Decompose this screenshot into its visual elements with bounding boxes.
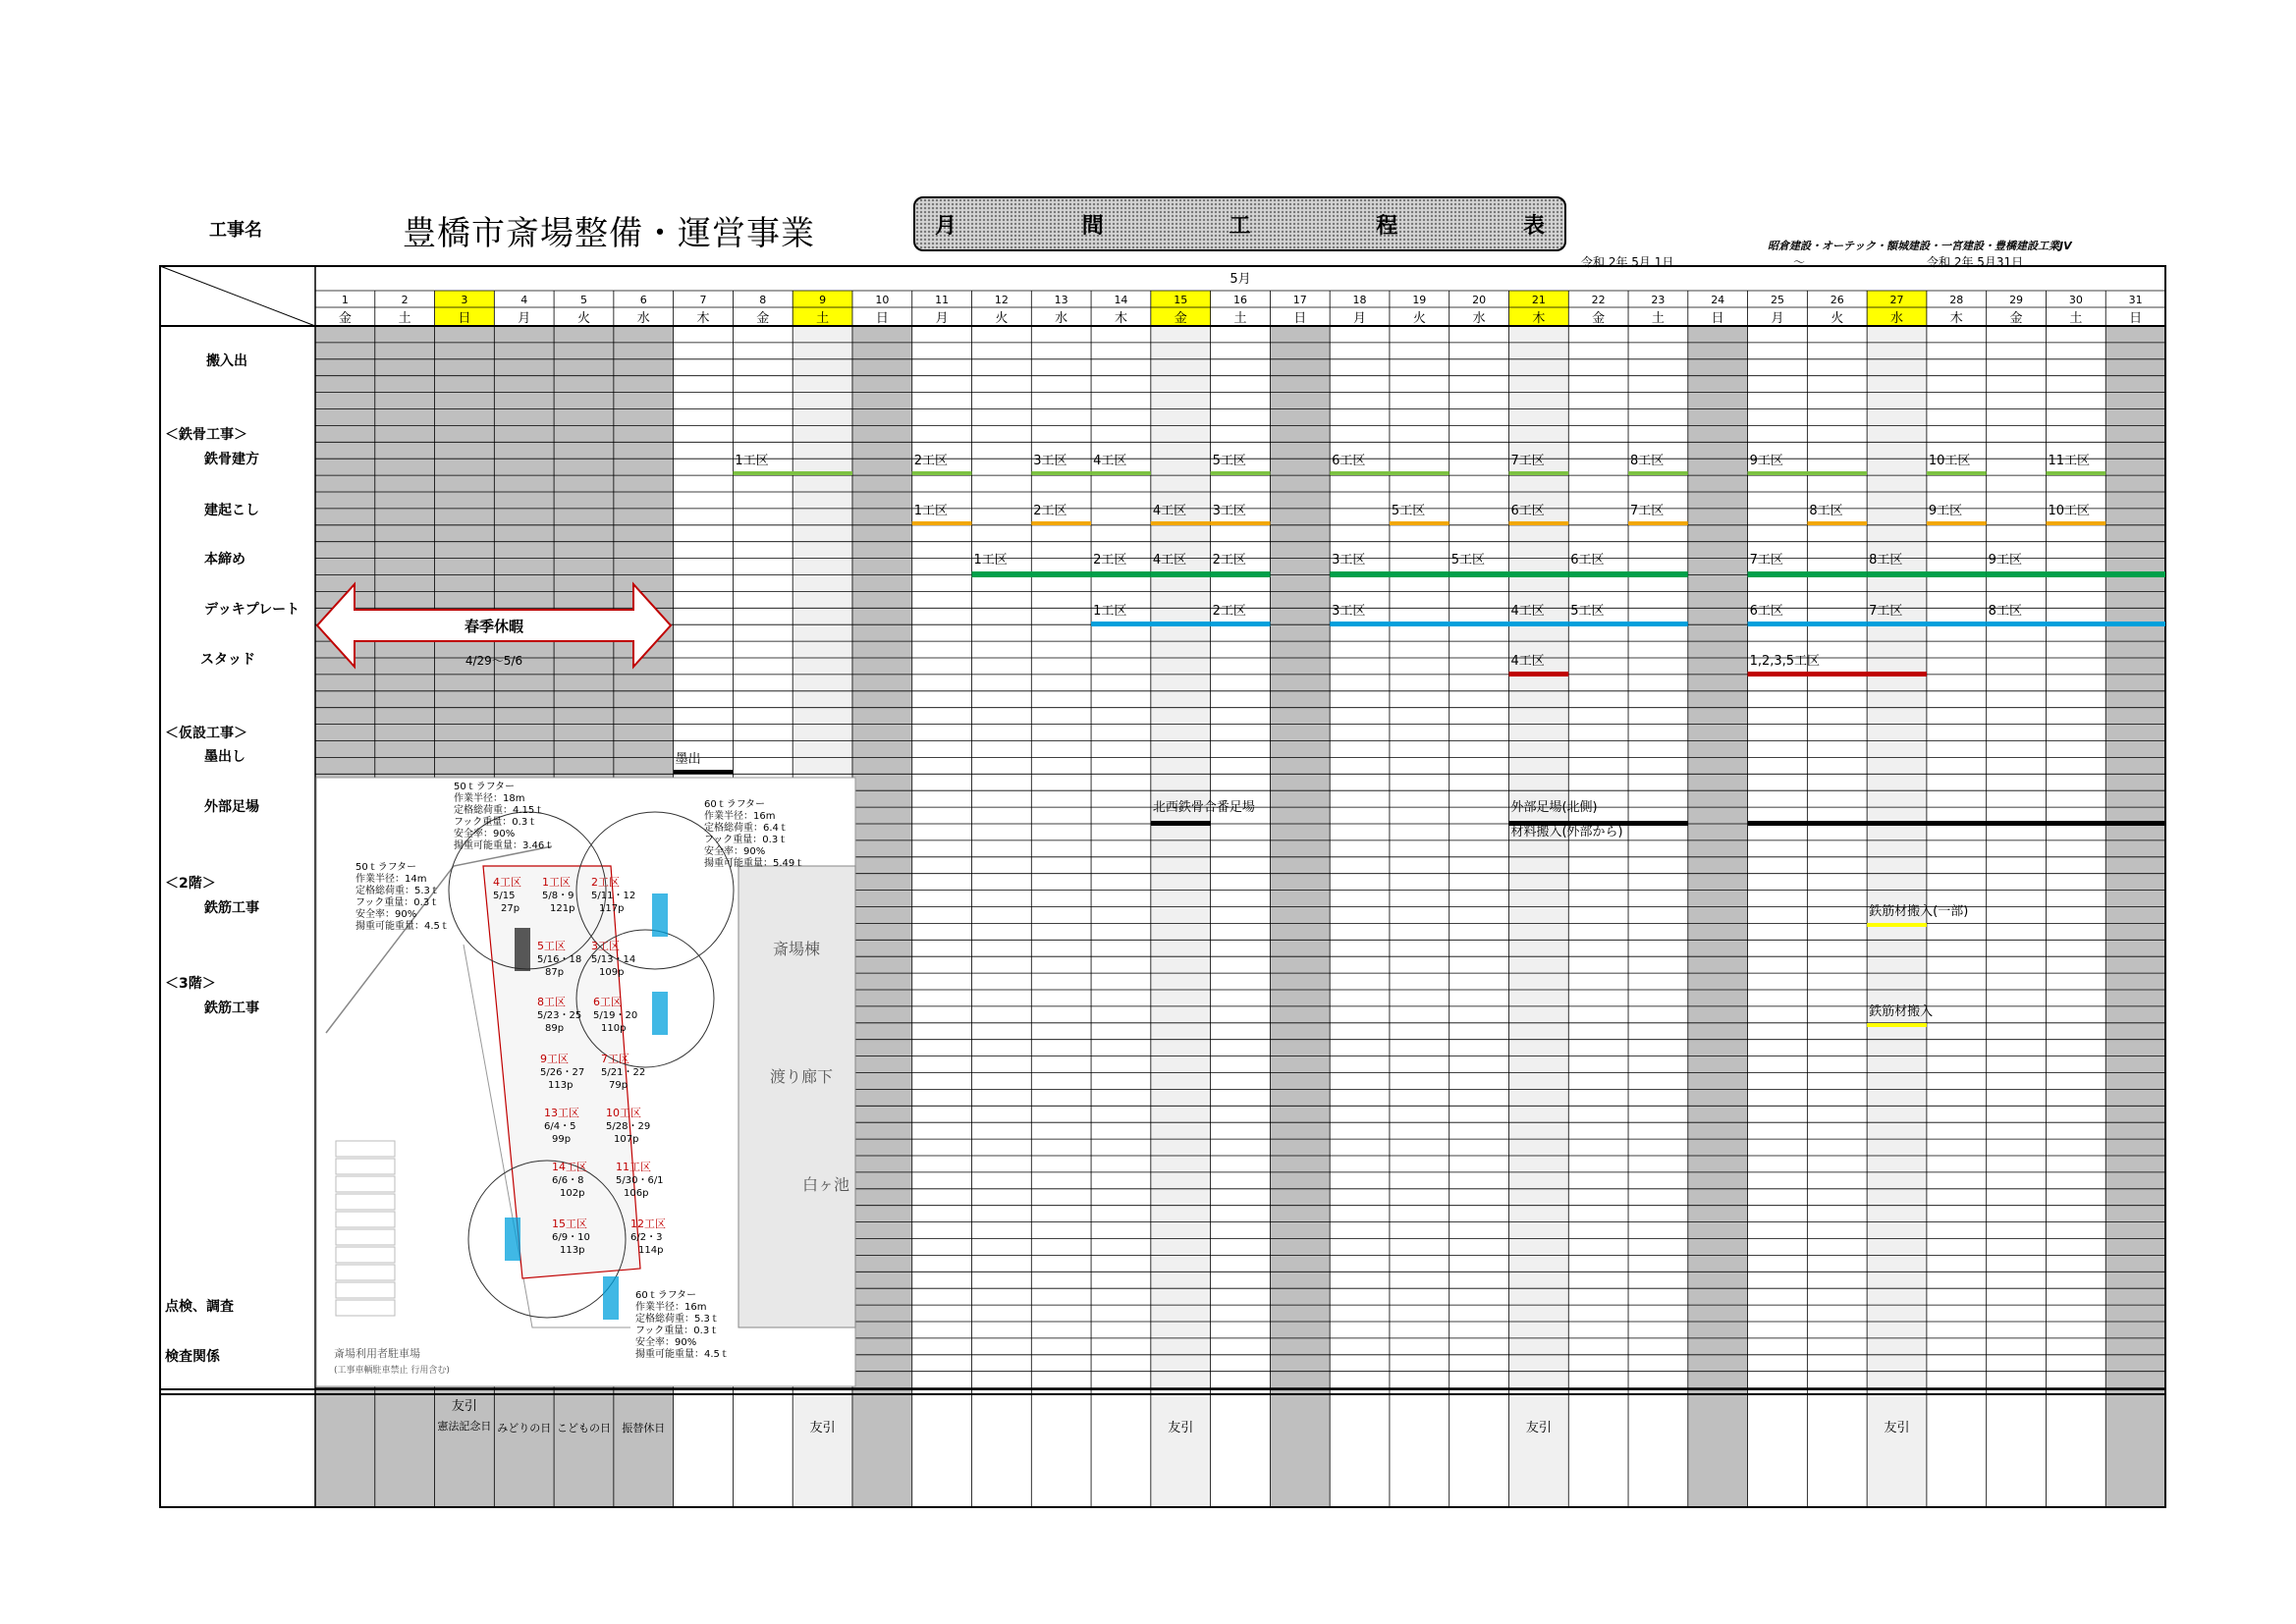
zone-date: 5/11・12 bbox=[591, 891, 636, 901]
weekend-column-fill bbox=[1688, 326, 1748, 1507]
task-label: 8工区 bbox=[1869, 553, 1903, 568]
day-number: 2 bbox=[401, 294, 409, 306]
task-label: 8工区 bbox=[1809, 504, 1843, 518]
zone-name: 1工区 bbox=[542, 876, 571, 889]
task-bar bbox=[1151, 821, 1211, 826]
weekday-label: 月 bbox=[1353, 311, 1367, 326]
zone-pieces: 106p bbox=[624, 1188, 649, 1199]
task-bar bbox=[1449, 571, 1569, 577]
zone-name: 10工区 bbox=[606, 1107, 641, 1119]
zone-pieces: 110p bbox=[601, 1023, 627, 1034]
crane-spec: 定格総荷重：4.15ｔ bbox=[454, 805, 545, 816]
row-label: 建起こし bbox=[204, 503, 259, 518]
day-number: 22 bbox=[1591, 294, 1606, 306]
day-number: 31 bbox=[2128, 294, 2143, 306]
crane-spec: 揚重可能重量：5.49ｔ bbox=[704, 858, 805, 869]
day-number: 13 bbox=[1054, 294, 1068, 306]
task-bar bbox=[1330, 571, 1449, 577]
crane-marker bbox=[652, 992, 668, 1035]
day-number: 7 bbox=[699, 294, 707, 306]
task-bar bbox=[1091, 622, 1211, 626]
weekday-label: 水 bbox=[636, 311, 650, 326]
crane-spec: 定格総荷重：5.3ｔ bbox=[635, 1314, 720, 1325]
day-number: 23 bbox=[1651, 294, 1666, 306]
day-number: 16 bbox=[1233, 294, 1247, 306]
holiday-note: 友引 bbox=[1884, 1421, 1910, 1435]
zone-name: 15工区 bbox=[552, 1218, 587, 1230]
zone-name: 6工区 bbox=[593, 996, 622, 1008]
task-label: 9工区 bbox=[1988, 553, 2022, 568]
crane-spec: 揚重可能重量：4.5ｔ bbox=[635, 1349, 730, 1360]
weekday-label: 火 bbox=[1831, 311, 1844, 326]
day-number: 18 bbox=[1352, 294, 1367, 306]
day-number: 17 bbox=[1292, 294, 1307, 306]
day-number: 4 bbox=[520, 294, 528, 306]
task-bar bbox=[733, 471, 852, 475]
crane-spec: 定格総荷重：6.4ｔ bbox=[704, 823, 789, 834]
task-label: 11工区 bbox=[2048, 454, 2090, 468]
crane-spec: 安全率：90% bbox=[704, 846, 766, 857]
task-label: 4工区 bbox=[1093, 454, 1127, 468]
day-number: 30 bbox=[2068, 294, 2083, 306]
zone-date: 5/21・22 bbox=[601, 1067, 646, 1078]
task-bar bbox=[1211, 571, 1271, 577]
crane-marker bbox=[505, 1218, 520, 1261]
task-label: 北西鉄骨合番足場 bbox=[1152, 800, 1255, 815]
zone-date: 5/23・25 bbox=[537, 1010, 582, 1021]
day-number: 5 bbox=[579, 294, 587, 306]
task-label: 3工区 bbox=[1212, 504, 1246, 518]
row-label: 搬入出 bbox=[206, 353, 247, 369]
day-number: 28 bbox=[1949, 294, 1964, 306]
task-label: 6工区 bbox=[1570, 553, 1605, 568]
task-label: 5工区 bbox=[1570, 604, 1605, 619]
holiday-note: 振替休日 bbox=[622, 1422, 666, 1435]
holiday-note: みどりの日 bbox=[497, 1422, 552, 1435]
row-label: 外部足場 bbox=[204, 799, 259, 815]
task-label: 4工区 bbox=[1510, 604, 1545, 619]
row-label: 鉄筋工事 bbox=[204, 900, 259, 916]
zone-date: 5/28・29 bbox=[606, 1121, 651, 1132]
holiday-note: 友引 bbox=[1168, 1421, 1194, 1435]
crane-spec: 安全率：90% bbox=[355, 909, 417, 920]
task-label: 4工区 bbox=[1152, 504, 1187, 518]
holiday-note: こどもの日 bbox=[556, 1422, 611, 1435]
task-label: 1工区 bbox=[913, 504, 949, 518]
weekday-label: 日 bbox=[2129, 311, 2143, 326]
task-bar bbox=[1748, 622, 1868, 626]
task-label: 鉄筋材搬入(一部) bbox=[1869, 904, 1969, 919]
weekday-label: 火 bbox=[576, 311, 590, 326]
task-bar bbox=[1748, 571, 1868, 577]
row-label: 鉄骨建方 bbox=[204, 452, 259, 467]
zone-name: 13工区 bbox=[544, 1107, 579, 1119]
zone-date: 5/16・18 bbox=[537, 954, 582, 965]
task-bar bbox=[1031, 471, 1091, 475]
task-label: 2工区 bbox=[1212, 604, 1246, 619]
crane-marker bbox=[652, 893, 668, 937]
task-label: 9工区 bbox=[1749, 454, 1783, 468]
zone-name: 4工区 bbox=[493, 876, 521, 889]
task-bar bbox=[1867, 923, 1927, 927]
zone-pieces: 121p bbox=[550, 903, 575, 914]
site-label: 渡り廊下 bbox=[770, 1067, 834, 1086]
weekday-label: 日 bbox=[458, 311, 471, 326]
task-bar bbox=[1211, 622, 1271, 626]
zone-pieces: 113p bbox=[560, 1245, 585, 1256]
row-label: デッキプレート bbox=[204, 602, 301, 618]
crane-spec: 揚重可能重量：3.46ｔ bbox=[454, 840, 555, 851]
row-label: 本締め bbox=[204, 552, 246, 568]
task-label: 5工区 bbox=[1391, 504, 1426, 518]
task-bar bbox=[1091, 471, 1151, 475]
crane-spec: 60ｔラフター bbox=[704, 799, 766, 810]
task-bar bbox=[1867, 622, 1987, 626]
weekday-label: 土 bbox=[816, 311, 830, 326]
task-bar bbox=[1628, 521, 1688, 525]
task-label: 墨出 bbox=[675, 752, 701, 767]
task-bar bbox=[1568, 622, 1688, 626]
task-bar bbox=[2046, 471, 2105, 475]
zone-name: 2工区 bbox=[591, 876, 620, 889]
holiday-range: 4/29～5/6 bbox=[465, 654, 523, 668]
day-number: 15 bbox=[1174, 294, 1188, 306]
holiday-note: 友引 bbox=[1525, 1421, 1552, 1435]
crane-spec: 安全率：90% bbox=[454, 829, 516, 839]
task-label: 5工区 bbox=[1450, 553, 1485, 568]
zone-date: 5/13・14 bbox=[591, 954, 636, 965]
weekday-label: 金 bbox=[756, 311, 770, 326]
weekday-label: 木 bbox=[1949, 311, 1963, 326]
task-bar bbox=[674, 770, 734, 774]
row-label: ＜3階＞ bbox=[165, 976, 216, 992]
task-label: 4工区 bbox=[1510, 654, 1545, 669]
row-label: 鉄筋工事 bbox=[204, 1001, 259, 1016]
task-label: 4工区 bbox=[1152, 553, 1187, 568]
row-label: スタッド bbox=[200, 652, 255, 668]
zone-date: 6/9・10 bbox=[552, 1232, 590, 1243]
row-label: 点検、調査 bbox=[165, 1299, 234, 1315]
weekday-label: 土 bbox=[2069, 311, 2083, 326]
contractor-name: 昭倉建設・オーテック・額城建設・一宮建設・豊橋建設工業JV bbox=[1768, 240, 2072, 252]
zone-name: 5工区 bbox=[537, 940, 566, 952]
day-number: 14 bbox=[1114, 294, 1128, 306]
task-label: 8工区 bbox=[1630, 454, 1665, 468]
site-label: (工事車輌駐車禁止 行用含む) bbox=[334, 1366, 450, 1376]
period-end: 令和 2年 5月31日 bbox=[1927, 255, 2024, 269]
task-label: 2工区 bbox=[1212, 553, 1246, 568]
crane-spec: 作業半径：16m bbox=[704, 811, 776, 822]
project-label: 工事名 bbox=[209, 220, 262, 241]
zone-name: 8工区 bbox=[537, 996, 566, 1008]
task-bar bbox=[1508, 471, 1568, 475]
task-bar bbox=[1568, 571, 1688, 577]
weekday-label: 水 bbox=[1890, 311, 1904, 326]
project-title: 豊橋市斎場整備・運営事業 bbox=[403, 214, 815, 253]
task-label: 外部足場(北側) bbox=[1510, 800, 1598, 815]
task-bar bbox=[1151, 571, 1211, 577]
task-bar bbox=[1748, 672, 1927, 677]
zone-name: 7工区 bbox=[601, 1053, 629, 1065]
task-label: 3工区 bbox=[1033, 454, 1067, 468]
weekday-label: 金 bbox=[1592, 311, 1606, 326]
weekday-label: 日 bbox=[1293, 311, 1307, 326]
task-label: 7工区 bbox=[1510, 454, 1545, 468]
task-label: 1工区 bbox=[973, 553, 1008, 568]
weekday-label: 金 bbox=[338, 311, 352, 326]
row-label: 墨出し bbox=[204, 749, 246, 765]
task-bar bbox=[1628, 471, 1688, 475]
weekday-label: 木 bbox=[1114, 311, 1127, 326]
weekend-column-fill bbox=[852, 326, 912, 1507]
day-number: 26 bbox=[1830, 294, 1844, 306]
task-label: 2工区 bbox=[1033, 504, 1067, 518]
task-label: 鉄筋材搬入 bbox=[1869, 1004, 1934, 1019]
weekday-label: 火 bbox=[995, 311, 1009, 326]
building-shape bbox=[738, 866, 855, 1327]
task-bar bbox=[1031, 521, 1091, 525]
crane-spec: 作業半径：14m bbox=[355, 874, 427, 885]
task-bar bbox=[972, 571, 1092, 577]
task-label: 8工区 bbox=[1988, 604, 2022, 619]
weekday-label: 月 bbox=[1771, 311, 1784, 326]
site-label: 白ヶ池 bbox=[802, 1175, 850, 1194]
zone-date: 6/4・5 bbox=[544, 1121, 576, 1132]
task-bar bbox=[1987, 622, 2165, 626]
crane-spec: 50ｔラフター bbox=[454, 782, 516, 792]
weekday-label: 日 bbox=[1711, 311, 1724, 326]
holiday-note: 憲法記念日 bbox=[437, 1420, 492, 1433]
zone-pieces: 102p bbox=[560, 1188, 585, 1199]
zone-date: 6/2・3 bbox=[630, 1232, 663, 1243]
task-bar bbox=[1390, 521, 1449, 525]
row-label: ＜仮設工事＞ bbox=[165, 726, 247, 741]
task-label: 1工区 bbox=[1093, 604, 1127, 619]
task-bar bbox=[1927, 521, 1987, 525]
task-bar bbox=[1330, 471, 1449, 475]
day-number: 24 bbox=[1711, 294, 1725, 306]
task-bar bbox=[1748, 471, 1868, 475]
row-label: ＜2階＞ bbox=[165, 876, 216, 892]
weekday-label: 金 bbox=[2009, 311, 2023, 326]
task-label: 10工区 bbox=[1928, 454, 1971, 468]
day-number: 19 bbox=[1412, 294, 1427, 306]
task-label: 7工区 bbox=[1630, 504, 1665, 518]
task-bar bbox=[1867, 571, 1987, 577]
zone-date: 6/6・8 bbox=[552, 1175, 584, 1186]
crane-spec: フック重量：0.3ｔ bbox=[454, 817, 538, 828]
day-number: 11 bbox=[935, 294, 950, 306]
weekday-label: 土 bbox=[1233, 311, 1247, 326]
weekday-label: 金 bbox=[1174, 311, 1187, 326]
task-label: 材料搬入(外部から) bbox=[1510, 825, 1623, 839]
weekday-label: 月 bbox=[518, 311, 531, 326]
task-bar bbox=[1508, 521, 1568, 525]
task-label: 1工区 bbox=[735, 454, 769, 468]
zone-pieces: 99p bbox=[552, 1134, 572, 1145]
day-number: 3 bbox=[461, 294, 468, 306]
crane-spec: フック重量：0.3ｔ bbox=[635, 1326, 720, 1336]
task-bar bbox=[1091, 571, 1151, 577]
day-number: 21 bbox=[1531, 294, 1546, 306]
task-label: 7工区 bbox=[1749, 553, 1783, 568]
task-bar bbox=[1330, 622, 1508, 626]
weekday-label: 水 bbox=[1472, 311, 1486, 326]
zone-pieces: 87p bbox=[545, 967, 565, 978]
period-start: 令和 2年 5月 1日 bbox=[1581, 255, 1674, 269]
crane-marker bbox=[603, 1276, 619, 1320]
holiday-label: 春季休暇 bbox=[464, 618, 524, 635]
zone-pieces: 107p bbox=[614, 1134, 639, 1145]
crane-spec: 定格総荷重：5.3ｔ bbox=[355, 886, 440, 896]
crane-spec: フック重量：0.3ｔ bbox=[704, 835, 789, 845]
crane-marker bbox=[515, 928, 530, 971]
task-label: 9工区 bbox=[1928, 504, 1963, 518]
task-bar bbox=[1867, 1023, 1927, 1027]
task-label: 10工区 bbox=[2048, 504, 2090, 518]
site-label: 斎場利用者駐車場 bbox=[334, 1347, 420, 1360]
zone-name: 9工区 bbox=[540, 1053, 569, 1065]
period-separator: ～ bbox=[1793, 255, 1806, 269]
task-label: 6工区 bbox=[1510, 504, 1545, 518]
schedule-type-char: 間 bbox=[1081, 213, 1104, 239]
weekend-column-fill bbox=[1270, 326, 1330, 1507]
zone-date: 5/15 bbox=[493, 891, 516, 901]
holiday-note: 友引 bbox=[451, 1399, 477, 1414]
month-label: 5月 bbox=[1230, 272, 1251, 287]
weekday-label: 日 bbox=[875, 311, 889, 326]
schedule-type-char: 工 bbox=[1229, 213, 1251, 239]
zone-date: 5/26・27 bbox=[540, 1067, 585, 1078]
task-label: 6工区 bbox=[1749, 604, 1783, 619]
schedule-type-char: 表 bbox=[1522, 213, 1545, 239]
task-bar bbox=[2046, 521, 2105, 525]
zone-pieces: 113p bbox=[548, 1080, 574, 1091]
zone-name: 12工区 bbox=[630, 1218, 666, 1230]
zone-name: 11工区 bbox=[616, 1161, 651, 1173]
crane-spec: 揚重可能重量：4.5ｔ bbox=[355, 921, 450, 932]
task-label: 1,2,3,5工区 bbox=[1749, 654, 1821, 669]
zone-pieces: 114p bbox=[638, 1245, 664, 1256]
zone-date: 5/8・9 bbox=[542, 891, 574, 901]
crane-spec: 60ｔラフター bbox=[635, 1290, 697, 1301]
crane-spec: 作業半径：18m bbox=[454, 793, 525, 804]
day-number: 20 bbox=[1472, 294, 1487, 306]
crane-spec: 50ｔラフター bbox=[355, 862, 417, 873]
zone-date: 5/19・20 bbox=[593, 1010, 638, 1021]
day-number: 29 bbox=[2009, 294, 2024, 306]
weekday-label: 木 bbox=[696, 311, 710, 326]
zone-pieces: 109p bbox=[599, 967, 625, 978]
zone-pieces: 79p bbox=[609, 1080, 629, 1091]
task-bar bbox=[1508, 622, 1568, 626]
task-label: 3工区 bbox=[1332, 553, 1366, 568]
holiday-note: 友引 bbox=[809, 1421, 836, 1435]
task-bar bbox=[1748, 821, 2165, 826]
task-bar bbox=[912, 521, 972, 525]
task-bar bbox=[1807, 521, 1867, 525]
day-number: 10 bbox=[875, 294, 890, 306]
weekend-column-fill bbox=[2105, 326, 2165, 1507]
day-number: 9 bbox=[819, 294, 827, 306]
task-bar bbox=[1927, 471, 1987, 475]
zone-name: 3工区 bbox=[591, 940, 620, 952]
row-label: ＜鉄骨工事＞ bbox=[165, 427, 247, 443]
weekday-label: 木 bbox=[1532, 311, 1546, 326]
task-bar bbox=[1508, 672, 1568, 677]
task-label: 2工区 bbox=[1093, 553, 1127, 568]
task-bar bbox=[1211, 471, 1271, 475]
weekday-label: 月 bbox=[935, 311, 949, 326]
corner-diagonal bbox=[160, 266, 315, 326]
crane-spec: 安全率：90% bbox=[635, 1337, 697, 1348]
day-number: 27 bbox=[1889, 294, 1904, 306]
row-label: 検査関係 bbox=[165, 1349, 220, 1365]
task-bar bbox=[1151, 521, 1211, 525]
task-label: 7工区 bbox=[1869, 604, 1903, 619]
schedule-type-char: 程 bbox=[1376, 213, 1398, 239]
day-number: 8 bbox=[759, 294, 767, 306]
crane-spec: フック重量：0.3ｔ bbox=[355, 897, 440, 908]
zone-pieces: 117p bbox=[599, 903, 625, 914]
zone-name: 14工区 bbox=[552, 1161, 587, 1173]
day-number: 6 bbox=[639, 294, 647, 306]
crane-spec: 作業半径：16m bbox=[635, 1302, 707, 1313]
day-number: 12 bbox=[994, 294, 1009, 306]
weekday-label: 水 bbox=[1055, 311, 1068, 326]
task-label: 2工区 bbox=[913, 454, 949, 468]
day-number: 25 bbox=[1770, 294, 1784, 306]
day-number: 1 bbox=[341, 294, 349, 306]
task-bar bbox=[1211, 521, 1271, 525]
site-label: 斎場棟 bbox=[773, 940, 821, 958]
weekday-label: 土 bbox=[1651, 311, 1665, 326]
schedule-type-char: 月 bbox=[935, 213, 957, 239]
task-bar bbox=[912, 471, 972, 475]
task-bar bbox=[1987, 571, 2165, 577]
task-label: 6工区 bbox=[1332, 454, 1366, 468]
zone-pieces: 27p bbox=[501, 903, 520, 914]
task-label: 5工区 bbox=[1212, 454, 1246, 468]
task-label: 3工区 bbox=[1332, 604, 1366, 619]
zone-date: 5/30・6/1 bbox=[616, 1175, 664, 1186]
weekday-label: 火 bbox=[1412, 311, 1426, 326]
zone-pieces: 89p bbox=[545, 1023, 565, 1034]
weekday-label: 土 bbox=[398, 311, 411, 326]
